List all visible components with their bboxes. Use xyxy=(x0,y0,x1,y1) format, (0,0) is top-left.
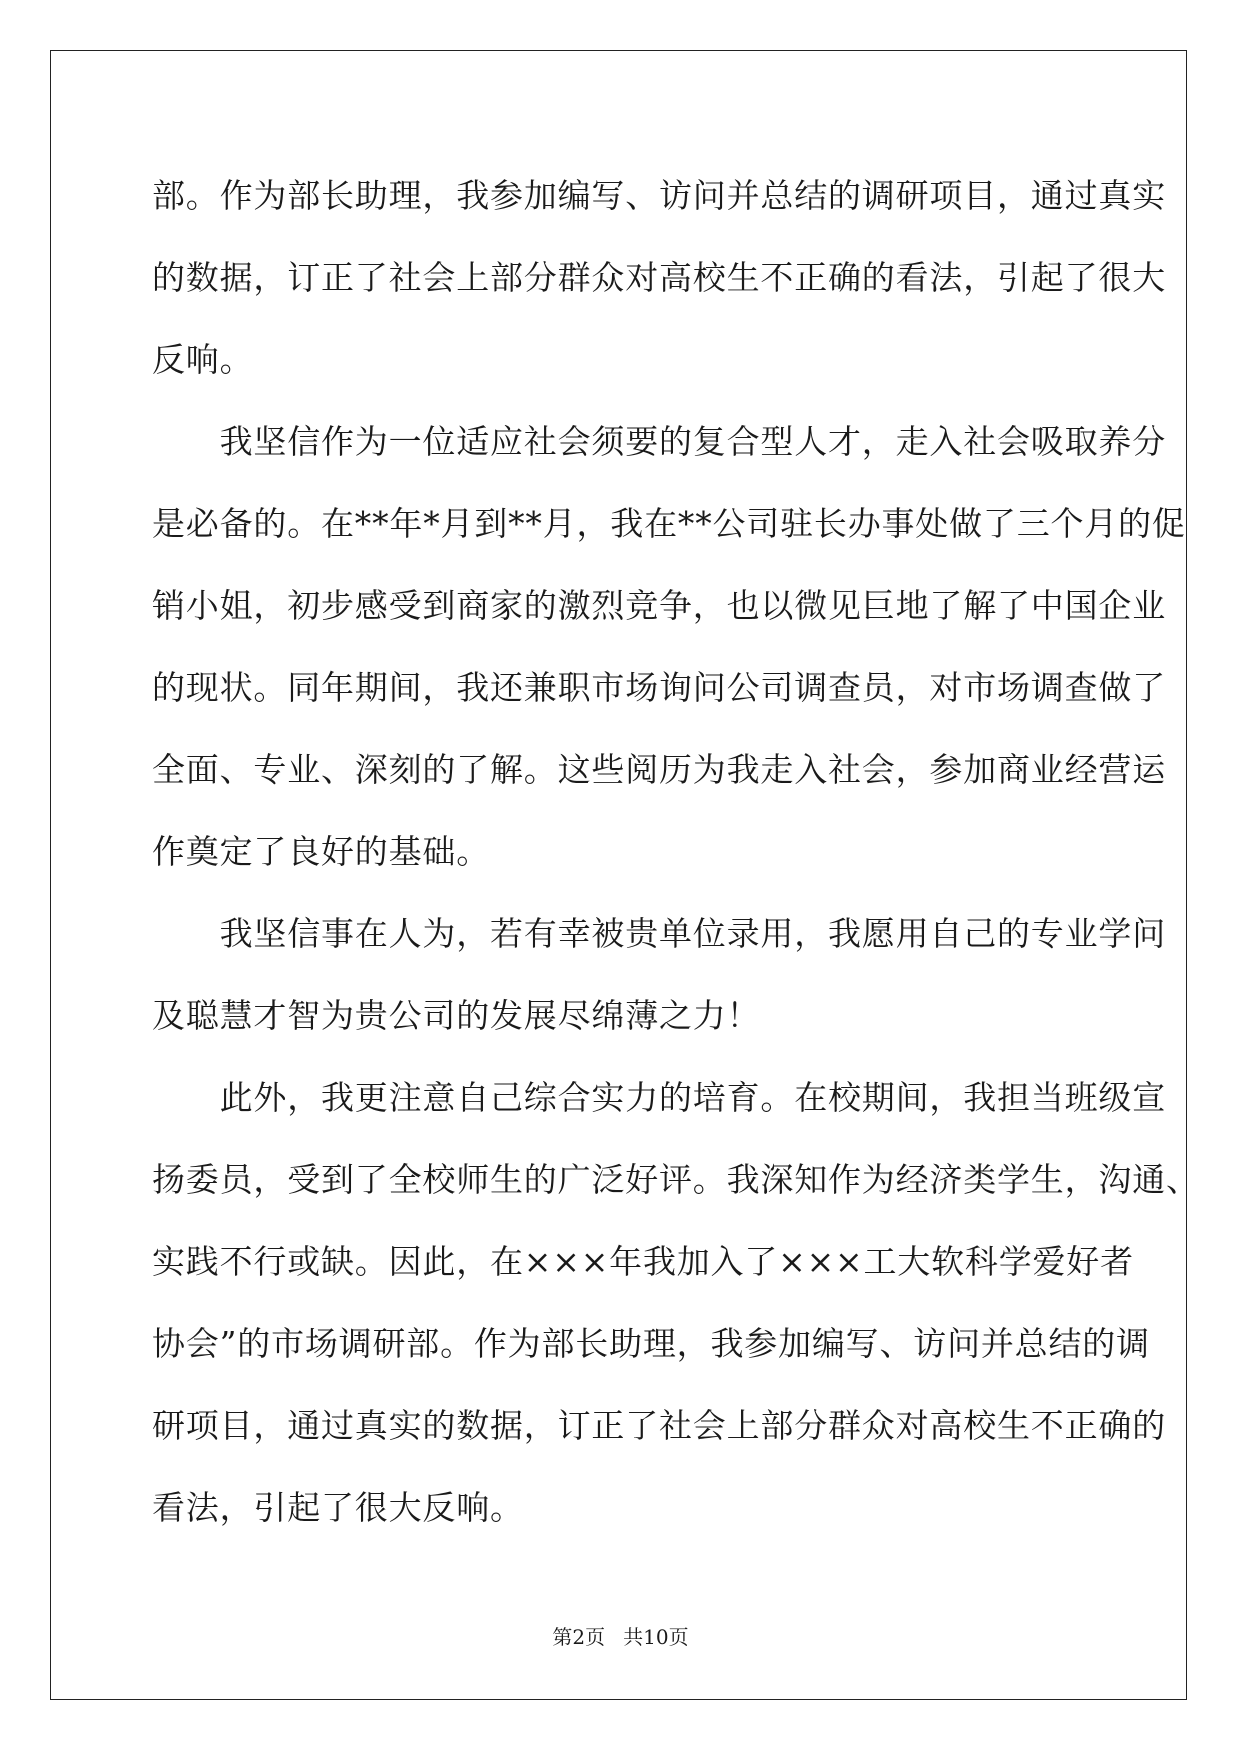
text-line: 此外，我更注意自己综合实力的培育。在校期间，我担当班级宣 xyxy=(152,1078,1166,1117)
text-line: 扬委员，受到了全校师生的广泛好评。我深知作为经济类学生，沟通、 xyxy=(152,1160,1200,1199)
text-line: 销小姐，初步感受到商家的激烈竞争，也以微见巨地了解了中国企业 xyxy=(152,586,1166,625)
text-line: 部。作为部长助理，我参加编写、访问并总结的调研项目，通过真实 xyxy=(152,176,1166,215)
text-line: 的现状。同年期间，我还兼职市场询问公司调查员，对市场调查做了 xyxy=(152,668,1166,707)
page-number: 第2页 xyxy=(552,1625,606,1649)
text-line: 我坚信事在人为，若有幸被贵单位录用，我愿用自己的专业学问 xyxy=(152,914,1166,953)
text-line: 全面、专业、深刻的了解。这些阅历为我走入社会，参加商业经营运 xyxy=(152,750,1166,789)
document-body xyxy=(152,155,1200,1549)
text-line: 是必备的。在**年*月到**月，我在**公司驻长办事处做了三个月的促 xyxy=(152,504,1186,543)
text-line: 协会”的市场调研部。作为部长助理，我参加编写、访问并总结的调 xyxy=(152,1324,1150,1363)
text-line: 反响。 xyxy=(152,340,254,379)
text-line: 实践不行或缺。因此，在×××年我加入了×××工大软科学爱好者 xyxy=(152,1242,1134,1281)
page-footer xyxy=(0,1621,1241,1650)
text-line: 作奠定了良好的基础。 xyxy=(152,832,490,871)
text-line: 研项目，通过真实的数据，订正了社会上部分群众对高校生不正确的 xyxy=(152,1406,1166,1445)
text-line: 看法，引起了很大反响。 xyxy=(152,1488,524,1527)
page-total: 共10页 xyxy=(623,1625,689,1649)
text-line: 及聪慧才智为贵公司的发展尽绵薄之力！ xyxy=(152,996,761,1035)
text-line: 我坚信作为一位适应社会须要的复合型人才，走入社会吸取养分 xyxy=(152,422,1166,461)
text-line: 的数据，订正了社会上部分群众对高校生不正确的看法，引起了很大 xyxy=(152,258,1166,297)
